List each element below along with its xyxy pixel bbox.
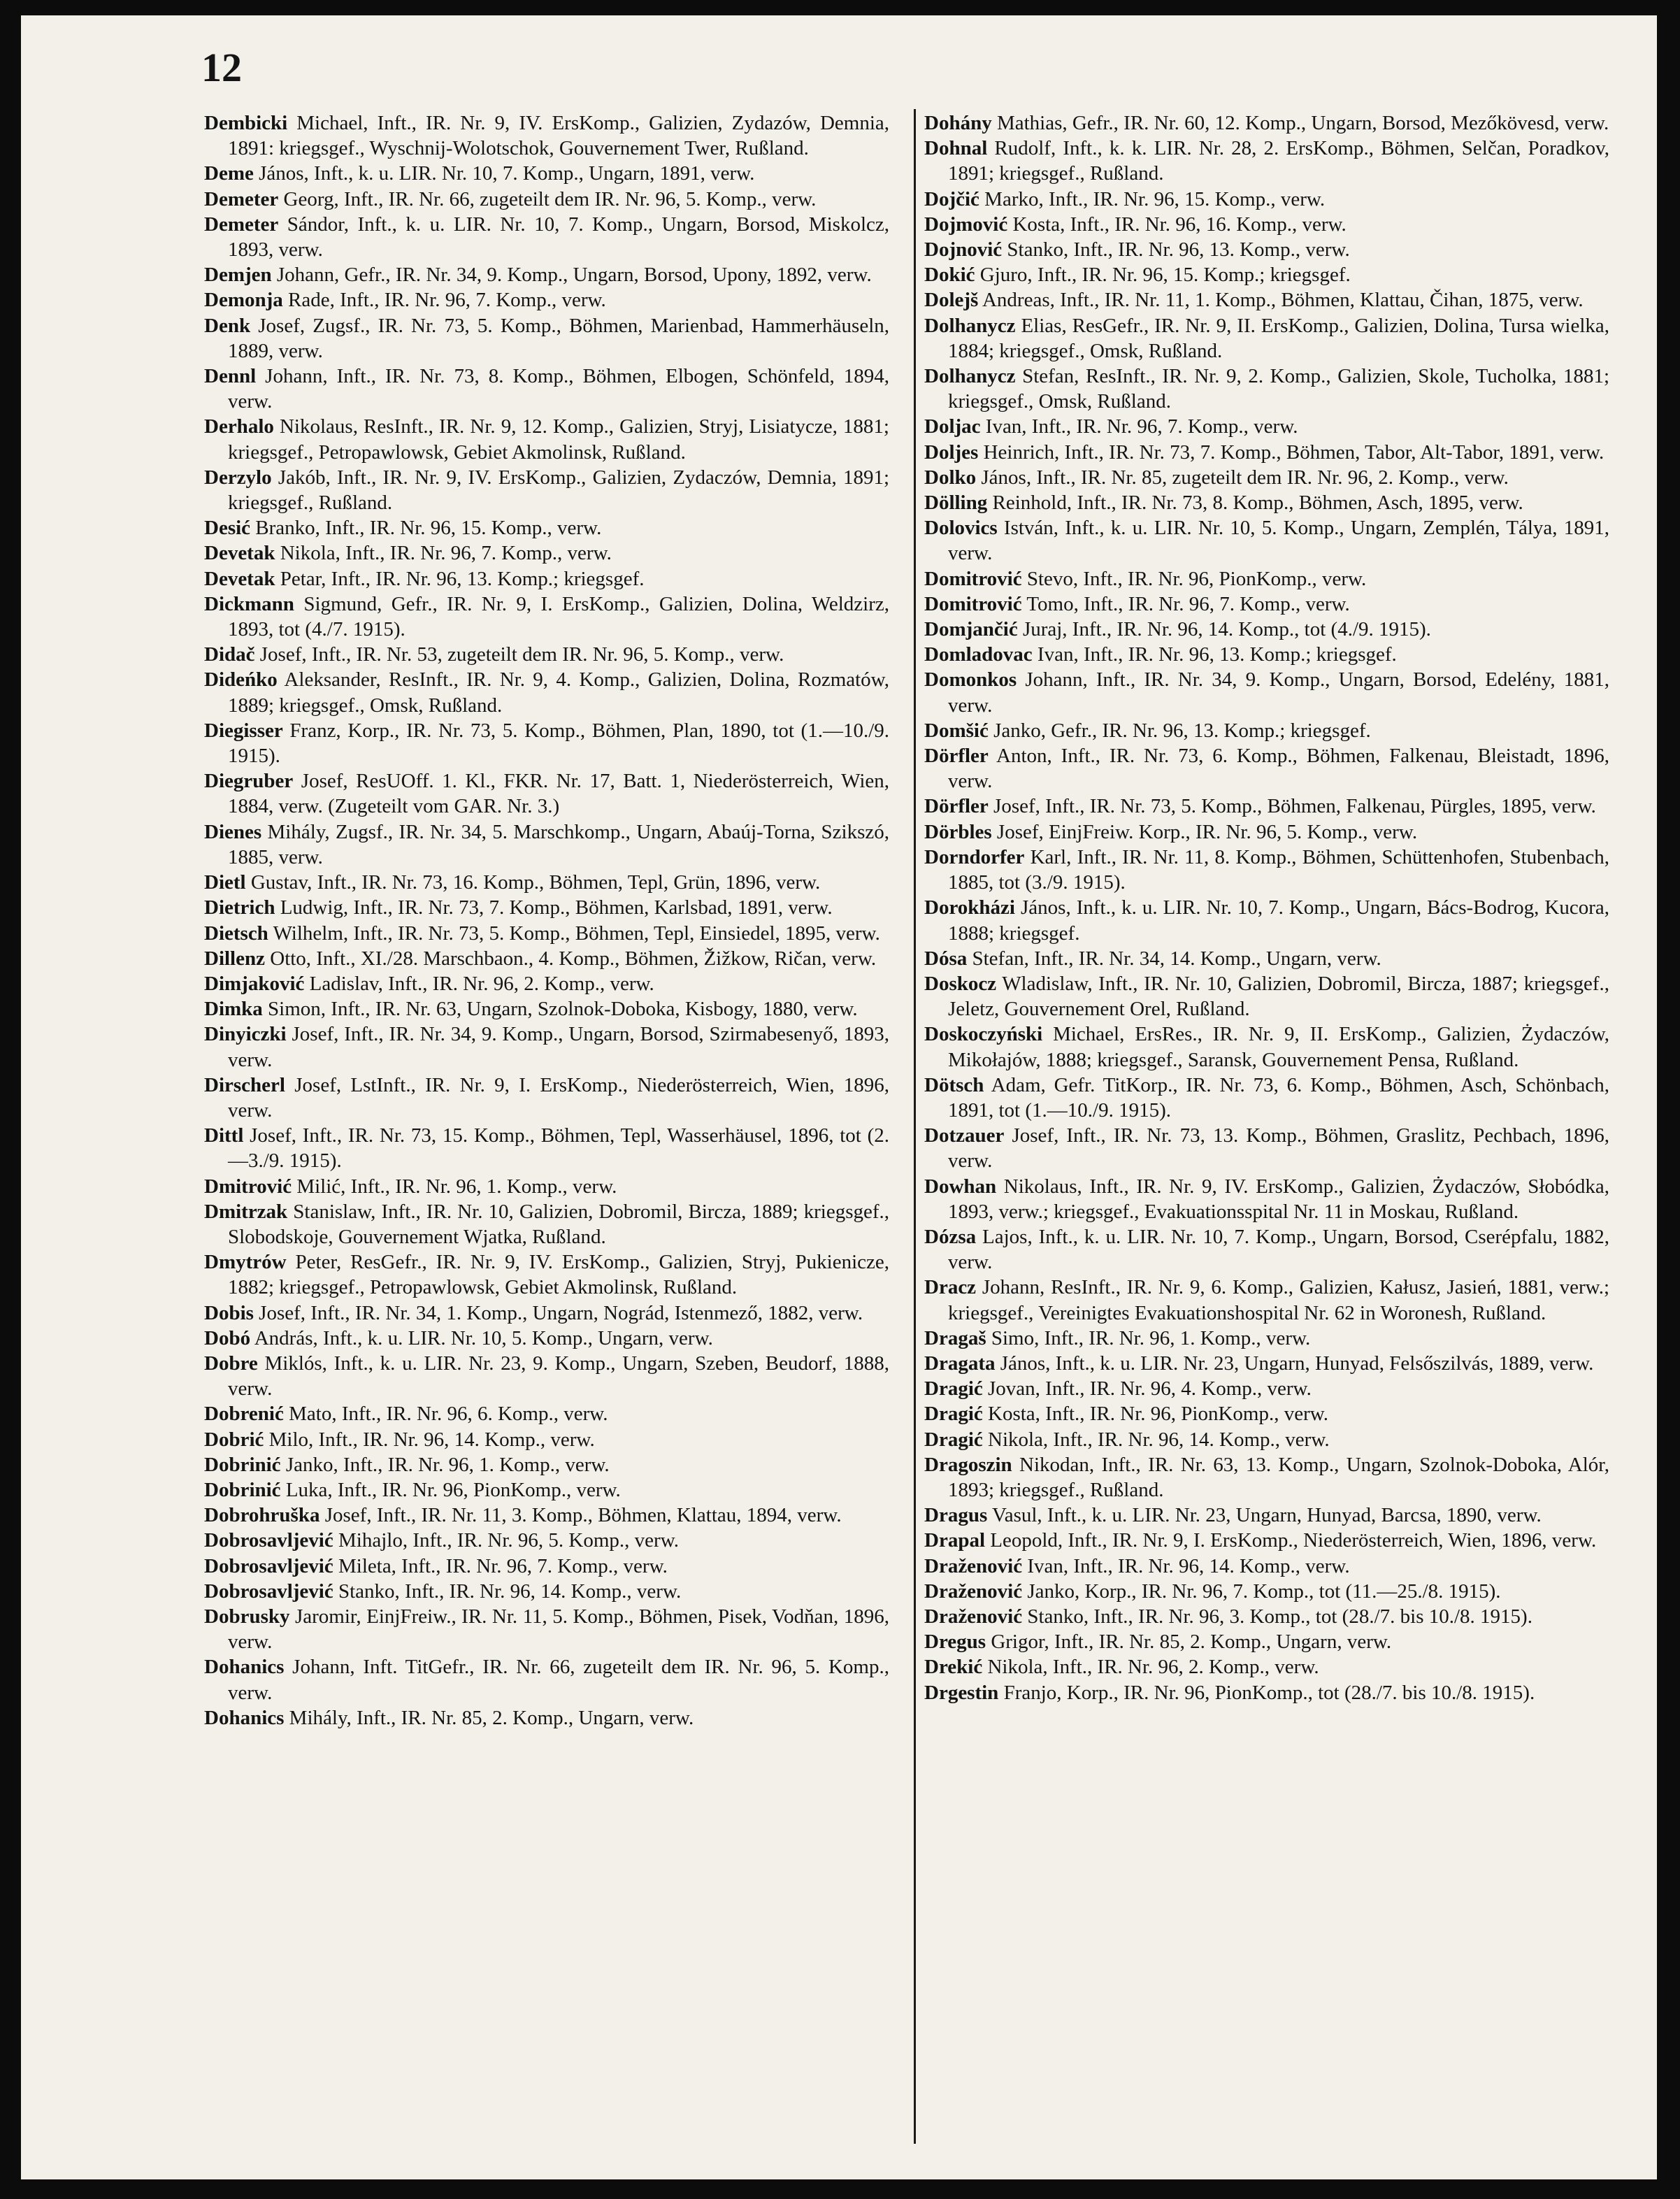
roster-entry	[924, 1604, 1609, 1629]
entry-surname: Dohány	[924, 112, 992, 134]
entry-surname: Dobó	[204, 1326, 251, 1349]
entry-details: Sigmund, Gefr., IR. Nr. 9, I. ErsKomp., Galizien, Dolina, Weldzirz, 1893, tot (4./7. 1915).	[228, 592, 889, 641]
roster-entry	[924, 465, 1609, 490]
entry-details: Josef, Zugsf., IR. Nr. 73, 5. Komp., Böhmen, Marienbad, Hammerhäuseln, 1889, verw.	[228, 314, 889, 362]
entry-surname: Denk	[204, 314, 251, 337]
roster-entry	[204, 1073, 889, 1123]
roster-entry	[924, 1452, 1609, 1503]
entry-surname: Dragić	[924, 1428, 983, 1451]
entry-surname: Dregus	[924, 1631, 986, 1654]
entry-surname: Dietrich	[204, 896, 275, 919]
roster-entry	[924, 313, 1609, 364]
entry-details: Johann, ResInft., IR. Nr. 9, 6. Komp., Galizien, Kałusz, Jasień, 1881, verw.; kriegsgef., Vereinigtes Evakuationshospital Nr. 62 in Woronesh, Rußland.	[948, 1276, 1609, 1324]
entry-surname: Dohnal	[924, 137, 988, 160]
roster-entry	[204, 364, 889, 414]
entry-surname: Domonkos	[924, 668, 1017, 692]
entry-details: Jakób, Inft., IR. Nr. 9, IV. ErsKomp., Galizien, Zydaczów, Demnia, 1891; kriegsgef., Rußland.	[228, 466, 889, 515]
entry-surname: Dmitrzak	[204, 1200, 288, 1223]
roster-entry	[924, 845, 1609, 895]
entry-surname: Devetak	[204, 567, 275, 590]
entry-surname: Doljac	[924, 415, 981, 438]
roster-entry	[204, 465, 889, 515]
entry-surname: Dragata	[924, 1352, 996, 1375]
entry-surname: Dojčić	[924, 187, 979, 210]
entry-surname: Dietl	[204, 871, 246, 894]
entry-details: Jovan, Inft., IR. Nr. 96, 4. Komp., verw.	[988, 1377, 1312, 1401]
entry-surname: Dobrosavljević	[204, 1554, 333, 1577]
entry-surname: Doljes	[924, 440, 979, 464]
entry-details: Branko, Inft., IR. Nr. 96, 15. Komp., verw.	[255, 517, 602, 540]
entry-details: János, Inft., k. u. LIR. Nr. 10, 7. Komp., Ungarn, Bács-Bodrog, Kucora, 1888; kriegsgef.	[948, 896, 1609, 945]
entry-details: Stefan, Inft., IR. Nr. 34, 14. Komp., Ungarn, verw.	[972, 947, 1381, 970]
entry-details: Nikola, Inft., IR. Nr. 96, 7. Komp., verw.	[280, 542, 612, 565]
entry-surname: Dojnović	[924, 238, 1003, 262]
entry-surname: Derzylo	[204, 466, 272, 489]
entry-surname: Dolejš	[924, 289, 979, 312]
roster-entry	[204, 971, 889, 996]
entry-surname: Dobrinić	[204, 1453, 281, 1476]
entry-surname: Dobrosavljević	[204, 1529, 333, 1552]
roster-entry	[924, 794, 1609, 819]
entry-details: Ivan, Inft., IR. Nr. 96, 7. Komp., verw.	[985, 415, 1298, 438]
entry-details: Mileta, Inft., IR. Nr. 96, 7. Komp., verw.	[338, 1554, 668, 1577]
roster-entry	[924, 946, 1609, 971]
roster-entry	[204, 592, 889, 642]
roster-entry	[204, 540, 889, 566]
entry-details: Luka, Inft., IR. Nr. 96, PionKomp., verw.	[285, 1478, 621, 1501]
entry-details: Gjuro, Inft., IR. Nr. 96, 15. Komp.; kriegsgef.	[979, 264, 1351, 287]
roster-entry	[924, 1401, 1609, 1426]
left-column	[204, 110, 889, 2159]
roster-entry	[924, 718, 1609, 743]
entry-surname: Dennl	[204, 365, 257, 388]
entry-surname: Domjančić	[924, 618, 1018, 641]
entry-details: Mihály, Inft., IR. Nr. 85, 2. Komp., Ungarn, verw.	[289, 1706, 694, 1729]
roster-entry	[204, 515, 889, 540]
entry-details: Grigor, Inft., IR. Nr. 85, 2. Komp., Ungarn, verw.	[991, 1631, 1392, 1654]
entry-details: Johann, Gefr., IR. Nr. 34, 9. Komp., Ungarn, Borsod, Upony, 1892, verw.	[276, 264, 872, 287]
entry-details: Josef, ResUOff. 1. Kl., FKR. Nr. 17, Batt. 1, Niederösterreich, Wien, 1884, verw. (Zugeteilt vom GAR. Nr. 3.)	[228, 770, 889, 818]
entry-surname: Dojmović	[924, 213, 1008, 236]
entry-details: Rudolf, Inft., k. k. LIR. Nr. 28, 2. ErsKomp., Böhmen, Selčan, Poradkov, 1891; kriegsgef., Rußland.	[948, 137, 1609, 185]
entry-surname: Dobrenić	[204, 1403, 284, 1426]
roster-entry	[924, 1579, 1609, 1604]
entry-details: Josef, Inft., IR. Nr. 73, 13. Komp., Böhmen, Graslitz, Pechbach, 1896, verw.	[948, 1124, 1609, 1173]
roster-entry	[204, 1174, 889, 1199]
entry-details: Nikola, Inft., IR. Nr. 96, 14. Komp., verw.	[988, 1428, 1330, 1451]
entry-surname: Dörbles	[924, 820, 992, 843]
roster-entry	[204, 262, 889, 287]
entry-surname: Dinyiczki	[204, 1023, 287, 1046]
roster-entry	[924, 1224, 1609, 1275]
entry-surname: Dohanics	[204, 1656, 285, 1679]
roster-entry	[924, 1351, 1609, 1376]
entry-surname: Dobrusky	[204, 1605, 290, 1628]
entry-surname: Dobrosavljević	[204, 1580, 333, 1603]
entry-details: Rade, Inft., IR. Nr. 96, 7. Komp., verw.	[288, 289, 606, 312]
entry-surname: Diegisser	[204, 719, 283, 742]
entry-surname: Derhalo	[204, 415, 274, 438]
entry-details: Elias, ResGefr., IR. Nr. 9, II. ErsKomp., Galizien, Dolina, Tursa wielka, 1884; kriegsgef., Omsk, Rußland.	[948, 314, 1609, 362]
roster-entry	[924, 136, 1609, 186]
entry-details: Karl, Inft., IR. Nr. 11, 8. Komp., Böhmen, Schüttenhofen, Stubenbach, 1885, tot (3./9. 1915).	[948, 845, 1609, 894]
entry-details: András, Inft., k. u. LIR. Nr. 10, 5. Komp., Ungarn, verw.	[254, 1326, 713, 1349]
entry-surname: Dobrić	[204, 1428, 264, 1451]
entry-details: János, Inft., IR. Nr. 85, zugeteilt dem IR. Nr. 96, 2. Komp., verw.	[981, 466, 1509, 489]
roster-entry	[204, 1123, 889, 1173]
roster-entry	[924, 1376, 1609, 1401]
roster-entry	[924, 1629, 1609, 1654]
entry-details: Mihály, Zugsf., IR. Nr. 34, 5. Marschkomp., Ungarn, Abaúj-Torna, Szikszó, 1885, verw.	[228, 820, 889, 868]
entry-surname: Dotzauer	[924, 1124, 1005, 1147]
column-divider	[914, 109, 916, 2144]
entry-details: Franjo, Korp., IR. Nr. 96, PionKomp., tot (28./7. bis 10./8. 1915).	[1003, 1681, 1535, 1704]
roster-entry	[204, 287, 889, 313]
entry-details: Peter, ResGefr., IR. Nr. 9, IV. ErsKomp., Galizien, Stryj, Pukienicze, 1882; kriegsgef., Petropawlowsk, Gebiet Akmolinsk, Rußland.	[228, 1251, 889, 1299]
entry-details: Stanko, Inft., IR. Nr. 96, 3. Komp., tot (28./7. bis 10./8. 1915).	[1027, 1605, 1532, 1628]
entry-surname: Domitrović	[924, 567, 1022, 590]
roster-entry	[924, 566, 1609, 592]
entry-details: Kosta, Inft., IR. Nr. 96, PionKomp., verw.	[988, 1403, 1329, 1426]
roster-entry	[924, 212, 1609, 237]
roster-entry	[924, 743, 1609, 794]
entry-details: Sándor, Inft., k. u. LIR. Nr. 10, 7. Komp., Ungarn, Borsod, Miskolcz, 1893, verw.	[228, 213, 889, 262]
roster-entry	[924, 515, 1609, 566]
entry-details: Georg, Inft., IR. Nr. 66, zugeteilt dem IR. Nr. 96, 5. Komp., verw.	[283, 187, 817, 210]
entry-details: Kosta, Inft., IR. Nr. 96, 16. Komp., verw.	[1012, 213, 1347, 236]
entry-surname: Draženović	[924, 1605, 1023, 1628]
roster-entry	[204, 642, 889, 667]
document-page	[21, 15, 1657, 2179]
entry-surname: Dobis	[204, 1301, 254, 1324]
roster-entry	[924, 414, 1609, 439]
entry-details: Janko, Inft., IR. Nr. 96, 1. Komp., verw.	[285, 1453, 610, 1476]
entry-surname: Demeter	[204, 187, 279, 210]
roster-entry	[924, 490, 1609, 515]
roster-entry	[924, 262, 1609, 287]
roster-entry	[924, 1326, 1609, 1351]
entry-details: Josef, LstInft., IR. Nr. 9, I. ErsKomp., Niederösterreich, Wien, 1896, verw.	[228, 1073, 889, 1122]
entry-surname: Dolhanycz	[924, 314, 1016, 337]
entry-surname: Dorokházi	[924, 896, 1015, 919]
entry-surname: Dmitrović	[204, 1175, 292, 1198]
entry-surname: Dölling	[924, 492, 988, 515]
entry-surname: Domšić	[924, 719, 989, 742]
roster-entry	[924, 617, 1609, 642]
entry-details: Mathias, Gefr., IR. Nr. 60, 12. Komp., Ungarn, Borsod, Mezőkövesd, verw.	[996, 112, 1609, 134]
entry-details: Nikolaus, Inft., IR. Nr. 9, IV. ErsKomp., Galizien, Żydaczów, Słobódka, 1893, verw.; kriegsgef., Evakuationsspital Nr. 11 in Moskau, Rußland.	[948, 1175, 1609, 1223]
entry-surname: Dietsch	[204, 922, 268, 945]
entry-details: István, Inft., k. u. LIR. Nr. 10, 5. Komp., Ungarn, Zemplén, Tálya, 1891, verw.	[948, 517, 1609, 565]
entry-details: Milić, Inft., IR. Nr. 96, 1. Komp., verw.	[296, 1175, 617, 1198]
entry-surname: Dembicki	[204, 112, 288, 134]
entry-surname: Demonja	[204, 289, 283, 312]
entry-surname: Dorndorfer	[924, 845, 1025, 868]
entry-surname: Dörfler	[924, 745, 989, 768]
roster-entry	[204, 313, 889, 364]
entry-details: Miklós, Inft., k. u. LIR. Nr. 23, 9. Komp., Ungarn, Szeben, Beudorf, 1888, verw.	[228, 1352, 889, 1401]
roster-entry	[204, 718, 889, 768]
entry-details: Stevo, Inft., IR. Nr. 96, PionKomp., verw.	[1026, 567, 1367, 590]
entry-surname: Dolhanycz	[924, 365, 1016, 388]
entry-details: Franz, Korp., IR. Nr. 73, 5. Komp., Böhmen, Plan, 1890, tot (1.—10./9. 1915).	[228, 719, 889, 768]
entry-surname: Dirscherl	[204, 1073, 285, 1096]
roster-entry	[204, 1705, 889, 1731]
entry-surname: Dowhan	[924, 1175, 997, 1198]
roster-entry	[924, 1022, 1609, 1072]
entry-surname: Dickmann	[204, 592, 294, 615]
entry-surname: Dimka	[204, 998, 263, 1021]
roster-entry	[924, 1174, 1609, 1224]
entry-surname: Didač	[204, 643, 255, 666]
entry-details: Leopold, Inft., IR. Nr. 9, I. ErsKomp., Niederösterreich, Wien, 1896, verw.	[990, 1529, 1597, 1552]
roster-entry	[924, 1503, 1609, 1528]
entry-details: Janko, Korp., IR. Nr. 96, 7. Komp., tot (11.—25./8. 1915).	[1027, 1580, 1501, 1603]
entry-surname: Drapal	[924, 1529, 985, 1552]
entry-surname: Dragoszin	[924, 1453, 1012, 1476]
entry-surname: Dolovics	[924, 517, 998, 540]
roster-entry	[204, 946, 889, 971]
entry-surname: Dobrinić	[204, 1478, 281, 1501]
entry-details: Wladislaw, Inft., IR. Nr. 10, Galizien, Dobromil, Bircza, 1887; kriegsgef., Jeletz, Gouvernement Orel, Rußland.	[948, 972, 1609, 1021]
entry-details: Vasul, Inft., k. u. LIR. Nr. 23, Ungarn, Hunyad, Barcsa, 1890, verw.	[991, 1504, 1542, 1527]
entry-details: Ladislav, Inft., IR. Nr. 96, 2. Komp., verw.	[309, 972, 654, 995]
roster-entry	[204, 1554, 889, 1579]
roster-entry	[924, 1554, 1609, 1579]
entry-surname: Dittl	[204, 1124, 244, 1147]
entry-surname: Dmytrów	[204, 1251, 287, 1274]
roster-entry	[204, 187, 889, 212]
entry-surname: Demjen	[204, 264, 272, 287]
entry-details: Michael, Inft., IR. Nr. 9, IV. ErsKomp., Galizien, Zydazów, Demnia, 1891: kriegsgef., Wyschnij-Wolotschok, Gouvernement Twer, Rußland.	[228, 112, 889, 160]
entry-surname: Dörfler	[924, 795, 989, 818]
entry-details: Josef, Inft., IR. Nr. 11, 3. Komp., Böhmen, Klattau, 1894, verw.	[324, 1504, 842, 1527]
roster-entry	[924, 895, 1609, 945]
entry-details: Johann, Inft., IR. Nr. 73, 8. Komp., Böhmen, Elbogen, Schönfeld, 1894, verw.	[228, 365, 889, 413]
entry-details: Johann, Inft. TitGefr., IR. Nr. 66, zugeteilt dem IR. Nr. 96, 5. Komp., verw.	[228, 1656, 889, 1704]
entry-details: Juraj, Inft., IR. Nr. 96, 14. Komp., tot (4./9. 1915).	[1022, 618, 1431, 641]
entry-surname: Dienes	[204, 820, 262, 843]
entry-details: Andreas, Inft., IR. Nr. 11, 1. Komp., Böhmen, Klattau, Čihan, 1875, verw.	[982, 289, 1584, 312]
roster-entry	[204, 1654, 889, 1705]
entry-surname: Domitrović	[924, 592, 1022, 615]
roster-entry	[204, 1579, 889, 1604]
entry-surname: Doskoczyński	[924, 1023, 1043, 1046]
entry-surname: Dragić	[924, 1403, 983, 1426]
entry-details: Janko, Gefr., IR. Nr. 96, 13. Komp.; kriegsgef.	[993, 719, 1371, 742]
entry-surname: Dósa	[924, 947, 968, 970]
roster-entry	[924, 592, 1609, 617]
entry-surname: Desić	[204, 517, 251, 540]
entry-surname: Dobrohruška	[204, 1504, 320, 1527]
roster-entry	[924, 1275, 1609, 1325]
roster-entry	[924, 1123, 1609, 1173]
roster-entry	[204, 895, 889, 920]
entry-surname: Dohanics	[204, 1706, 285, 1729]
entry-details: Nikolaus, ResInft., IR. Nr. 9, 12. Komp., Galizien, Stryj, Lisiatycze, 1881; kriegsgef., Petropawlowsk, Gebiet Akmolinsk, Rußland.	[228, 415, 889, 464]
entry-surname: Drekić	[924, 1656, 983, 1679]
roster-entry	[204, 1401, 889, 1426]
entry-details: Ivan, Inft., IR. Nr. 96, 13. Komp.; kriegsgef.	[1037, 643, 1397, 666]
page-number: 12	[201, 45, 242, 90]
entry-surname: Dokić	[924, 264, 975, 287]
entry-details: Gustav, Inft., IR. Nr. 73, 16. Komp., Böhmen, Tepl, Grün, 1896, verw.	[250, 871, 821, 894]
entry-details: Nikodan, Inft., IR. Nr. 63, 13. Komp., Ungarn, Szolnok-Doboka, Alór, 1893; kriegsgef., Rußland.	[948, 1453, 1609, 1501]
entry-details: Simo, Inft., IR. Nr. 96, 1. Komp., verw.	[991, 1326, 1311, 1349]
entry-surname: Drgestin	[924, 1681, 999, 1704]
entry-surname: Dragić	[924, 1377, 983, 1401]
roster-entry	[204, 1477, 889, 1503]
roster-entry	[924, 110, 1609, 136]
entry-surname: Dillenz	[204, 947, 265, 970]
roster-entry	[204, 921, 889, 946]
entry-details: Heinrich, Inft., IR. Nr. 73, 7. Komp., Böhmen, Tabor, Alt-Tabor, 1891, verw.	[983, 440, 1604, 464]
entry-surname: Dracz	[924, 1276, 977, 1299]
roster-entry	[924, 819, 1609, 845]
entry-details: Mihajlo, Inft., IR. Nr. 96, 5. Komp., verw.	[338, 1529, 680, 1552]
roster-entry	[204, 1604, 889, 1654]
entry-surname: Devetak	[204, 542, 275, 565]
entry-details: Josef, EinjFreiw. Korp., IR. Nr. 96, 5. Komp., verw.	[996, 820, 1418, 843]
entry-surname: Domladovac	[924, 643, 1033, 666]
roster-entry	[204, 819, 889, 870]
entry-details: Josef, Inft., IR. Nr. 34, 1. Komp., Ungarn, Nográd, Istenmező, 1882, verw.	[259, 1301, 863, 1324]
entry-details: Stanko, Inft., IR. Nr. 96, 13. Komp., verw.	[1007, 238, 1350, 262]
entry-surname: Deme	[204, 162, 254, 185]
roster-entry	[204, 212, 889, 262]
entry-details: Ivan, Inft., IR. Nr. 96, 14. Komp., verw.	[1027, 1554, 1350, 1577]
roster-entry	[204, 667, 889, 717]
roster-entry	[204, 1503, 889, 1528]
roster-entry	[204, 870, 889, 895]
entry-details: Petar, Inft., IR. Nr. 96, 13. Komp.; kriegsgef.	[280, 567, 645, 590]
roster-entry	[924, 1654, 1609, 1679]
entry-surname: Doskocz	[924, 972, 997, 995]
entry-details: Johann, Inft., IR. Nr. 34, 9. Komp., Ungarn, Borsod, Edelény, 1881, verw.	[948, 668, 1609, 717]
roster-entry	[924, 667, 1609, 717]
entry-surname: Draženović	[924, 1580, 1023, 1603]
entry-details: Wilhelm, Inft., IR. Nr. 73, 5. Komp., Böhmen, Tepl, Einsiedel, 1895, verw.	[273, 922, 880, 945]
entry-details: Stanko, Inft., IR. Nr. 96, 14. Komp., verw.	[338, 1580, 682, 1603]
entry-details: Anton, Inft., IR. Nr. 73, 6. Komp., Böhmen, Falkenau, Bleistadt, 1896, verw.	[948, 745, 1609, 793]
roster-entry	[924, 364, 1609, 414]
entry-surname: Dobre	[204, 1352, 258, 1375]
entry-surname: Dragaš	[924, 1326, 986, 1349]
roster-entry	[924, 1073, 1609, 1123]
entry-details: Milo, Inft., IR. Nr. 96, 14. Komp., verw.	[268, 1428, 595, 1451]
entry-surname: Diegruber	[204, 770, 294, 793]
entry-details: Aleksander, ResInft., IR. Nr. 9, 4. Komp., Galizien, Dolina, Rozmatów, 1889; kriegsgef., Omsk, Rußland.	[228, 668, 889, 717]
roster-entry	[204, 1199, 889, 1249]
entry-details: Lajos, Inft., k. u. LIR. Nr. 10, 7. Komp., Ungarn, Borsod, Cserépfalu, 1882, verw.	[948, 1225, 1609, 1274]
roster-entry	[924, 1528, 1609, 1553]
entry-surname: Dimjaković	[204, 972, 305, 995]
roster-entry	[204, 566, 889, 592]
entry-details: Ludwig, Inft., IR. Nr. 73, 7. Komp., Böhmen, Karlsbad, 1891, verw.	[280, 896, 833, 919]
entry-details: Nikola, Inft., IR. Nr. 96, 2. Komp., verw.	[987, 1656, 1319, 1679]
roster-entry	[204, 1427, 889, 1452]
roster-entry	[204, 110, 889, 161]
roster-entry	[204, 1022, 889, 1072]
roster-entry	[204, 996, 889, 1022]
entry-details: Josef, Inft., IR. Nr. 73, 5. Komp., Böhmen, Falkenau, Pürgles, 1895, verw.	[993, 795, 1596, 818]
roster-entry	[924, 1680, 1609, 1705]
entry-details: Josef, Inft., IR. Nr. 73, 15. Komp., Böhmen, Tepl, Wasserhäusel, 1896, tot (2.—3./9. 1915).	[228, 1124, 889, 1173]
entry-details: Josef, Inft., IR. Nr. 34, 9. Komp., Ungarn, Borsod, Szirmabesenyő, 1893, verw.	[228, 1023, 889, 1071]
roster-entry	[924, 440, 1609, 465]
roster-entry	[204, 1249, 889, 1300]
entry-details: János, Inft., k. u. LIR. Nr. 23, Ungarn, Hunyad, Felsőszilvás, 1889, verw.	[1000, 1352, 1594, 1375]
entry-details: Adam, Gefr. TitKorp., IR. Nr. 73, 6. Komp., Böhmen, Asch, Schönbach, 1891, tot (1.—10./9. 1915).	[948, 1073, 1609, 1122]
entry-details: Stanislaw, Inft., IR. Nr. 10, Galizien, Dobromil, Bircza, 1889; kriegsgef., Slobodskoje, Gouvernement Wjatka, Rußland.	[228, 1200, 889, 1248]
roster-entry	[204, 768, 889, 819]
roster-entry	[924, 287, 1609, 313]
entry-details: Marko, Inft., IR. Nr. 96, 15. Komp., verw.	[984, 187, 1326, 210]
roster-entry	[204, 1528, 889, 1553]
entry-details: Otto, Inft., XI./28. Marschbaon., 4. Komp., Böhmen, Žižkow, Ričan, verw.	[270, 947, 877, 970]
roster-entry	[924, 1427, 1609, 1452]
entry-details: Reinhold, Inft., IR. Nr. 73, 8. Komp., Böhmen, Asch, 1895, verw.	[992, 492, 1523, 515]
entry-surname: Dötsch	[924, 1073, 984, 1096]
roster-entry	[204, 161, 889, 186]
entry-surname: Dózsa	[924, 1225, 977, 1248]
roster-entry	[924, 237, 1609, 262]
right-column	[924, 110, 1609, 2159]
roster-entry	[924, 971, 1609, 1022]
roster-entry	[204, 1301, 889, 1326]
entry-surname: Demeter	[204, 213, 279, 236]
roster-entry	[204, 414, 889, 464]
entry-details: Jaromir, EinjFreiw., IR. Nr. 11, 5. Komp., Böhmen, Pisek, Vodňan, 1896, verw.	[228, 1605, 889, 1654]
entry-surname: Dideńko	[204, 668, 278, 692]
roster-entry	[204, 1351, 889, 1401]
entry-details: Stefan, ResInft., IR. Nr. 9, 2. Komp., Galizien, Skole, Tucholka, 1881; kriegsgef., Omsk, Rußland.	[948, 365, 1609, 413]
entry-details: Mato, Inft., IR. Nr. 96, 6. Komp., verw.	[289, 1403, 608, 1426]
entry-surname: Dragus	[924, 1504, 988, 1527]
roster-entry	[204, 1326, 889, 1351]
entry-details: Tomo, Inft., IR. Nr. 96, 7. Komp., verw.	[1026, 592, 1350, 615]
entry-details: Michael, ErsRes., IR. Nr. 9, II. ErsKomp., Galizien, Żydaczów, Mikołajów, 1888; kriegsgef., Saransk, Gouvernement Pensa, Rußland.	[948, 1023, 1609, 1071]
roster-entry	[924, 642, 1609, 667]
roster-entry	[204, 1452, 889, 1477]
roster-entry	[924, 187, 1609, 212]
entry-surname: Draženović	[924, 1554, 1023, 1577]
entry-details: Josef, Inft., IR. Nr. 53, zugeteilt dem IR. Nr. 96, 5. Komp., verw.	[259, 643, 784, 666]
entry-details: Simon, Inft., IR. Nr. 63, Ungarn, Szolnok-Doboka, Kisbogy, 1880, verw.	[268, 998, 858, 1021]
entry-details: János, Inft., k. u. LIR. Nr. 10, 7. Komp., Ungarn, 1891, verw.	[259, 162, 755, 185]
entry-surname: Dolko	[924, 466, 977, 489]
